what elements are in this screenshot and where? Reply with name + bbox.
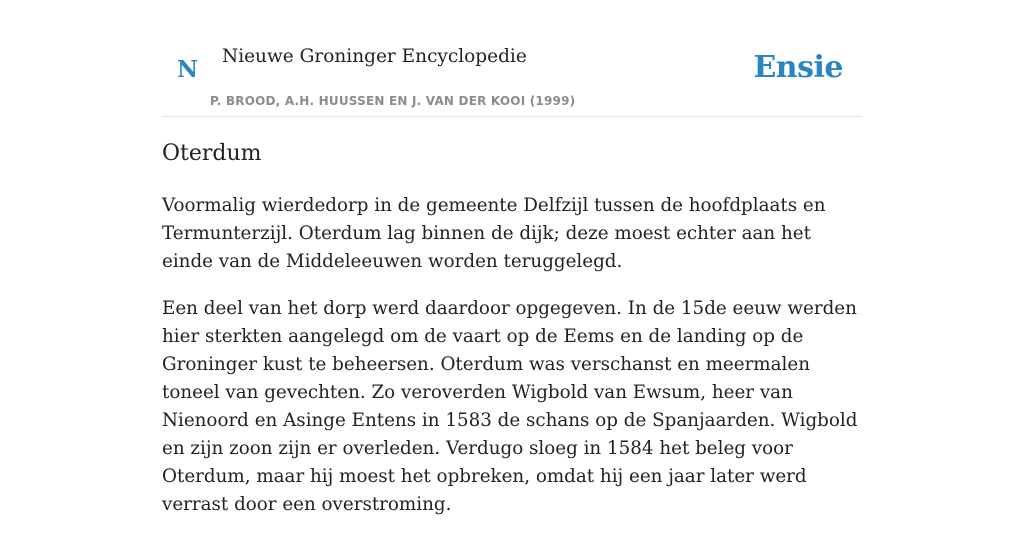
ensie-logo[interactable]: Ensie bbox=[753, 50, 843, 85]
page-title: Oterdum bbox=[162, 141, 262, 166]
entry-body bbox=[162, 192, 862, 538]
source-authors: P. BROOD, A.H. HUUSSEN EN J. VAN DER KOOI (1999) bbox=[210, 94, 576, 108]
entry-paragraph: Een deel van het dorp werd daardoor opgegeven. In de 15de eeuw werden hier sterkten aangelegd om de vaart op de Eems en de landing op de Groninger kust te beheersen. Oterdum was verschanst en meermalen toneel van gevechten. Zo veroverden Wigbold van Ewsum, heer van Nienoord en Asinge Entens in 1583 de schans op de Spanjaarden. Wigbold en zijn zoon zijn er overleden. Verdugo sloeg in 1584 het beleg voor Oterdum, maar hij moest het opbreken, omdat hij een jaar later werd verrast door een overstroming. bbox=[162, 298, 858, 515]
entry-card bbox=[162, 0, 862, 515]
source-logo[interactable]: N bbox=[177, 56, 199, 83]
source-header bbox=[162, 0, 862, 117]
entry-paragraph: Voormalig wierdedorp in de gemeente Delfzijl tussen de hoofdplaats en Termunterzijl. Oterdum lag binnen de dijk; deze moest echter aan het einde van de Middeleeuwen worden teruggelegd. bbox=[162, 195, 826, 272]
source-title[interactable]: Nieuwe Groninger Encyclopedie bbox=[222, 46, 527, 67]
